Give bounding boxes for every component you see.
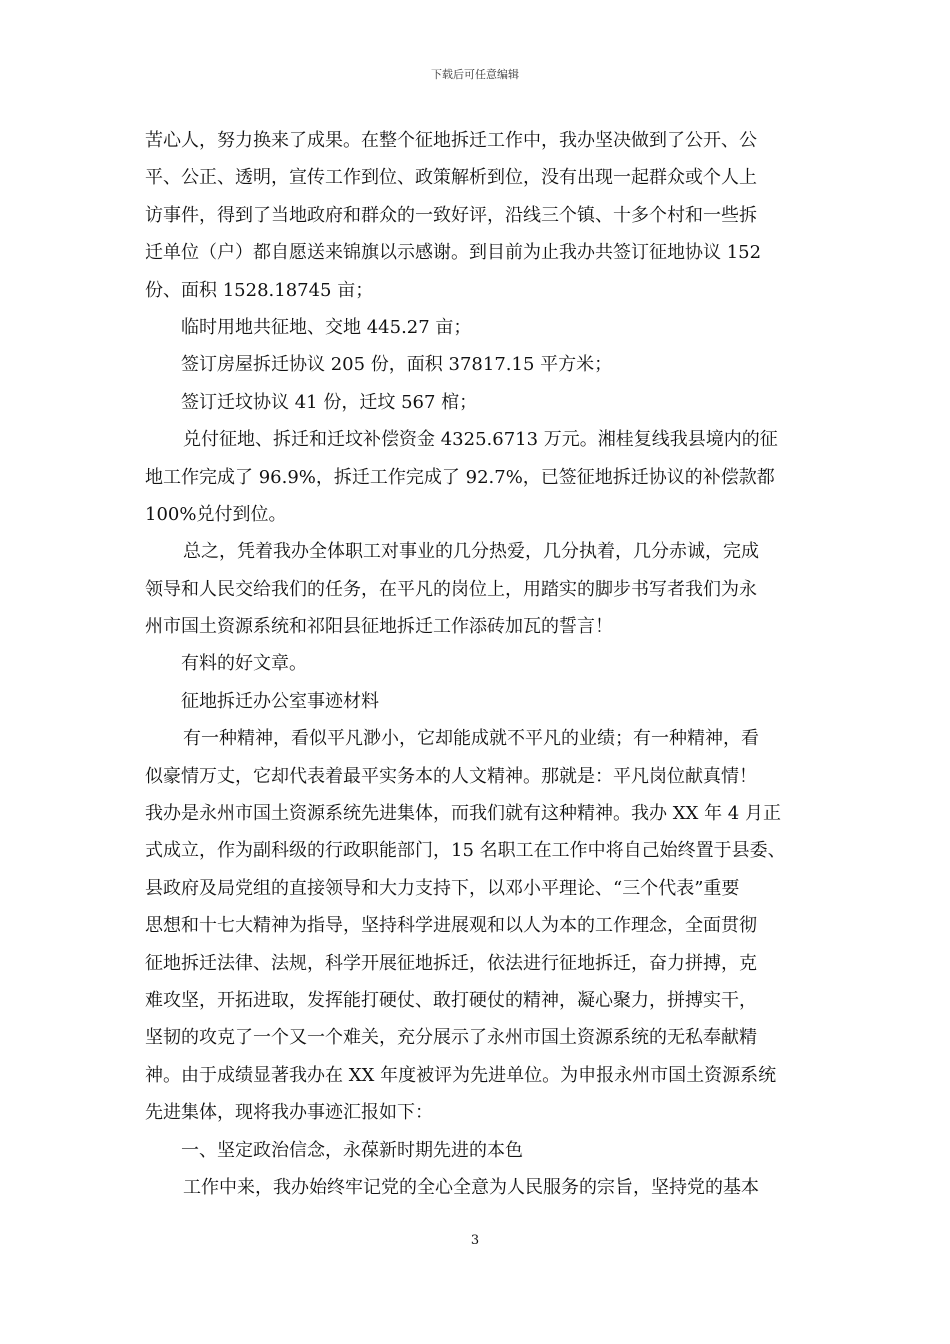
text-line: 坚韧的攻克了一个又一个难关，充分展示了永州市国土资源系统的无私奉献精: [145, 1027, 757, 1049]
document-body: [145, 122, 817, 1206]
text-line: 先进集体，现将我办事迹汇报如下：: [145, 1102, 433, 1124]
page-number: 3: [470, 1233, 480, 1248]
text-line: 有料的好文章。: [181, 653, 307, 675]
text-line: 苦心人，努力换来了成果。在整个征地拆迁工作中，我办坚决做到了公开、公: [145, 130, 757, 151]
text-line: 迁单位（户）都自愿送来锦旗以示感谢。到目前为止我办共签订征地协议 152: [145, 242, 762, 264]
text-line: 似豪情万丈，它却代表着最平实务本的人文精神。那就是：平凡岗位献真情！: [145, 765, 757, 787]
text-line: 思想和十七大精神为指导，坚持科学进展观和以人为本的工作理念，全面贯彻: [145, 915, 757, 937]
text-line: 签订迁坟协议 41 份，迁坟 567 棺；: [181, 391, 478, 413]
text-line: 我办是永州市国土资源系统先进集体，而我们就有这种精神。我办 XX 年 4 月正: [145, 803, 781, 825]
text-line: 有一种精神，看似平凡渺小，它却能成就不平凡的业绩；有一种精神，看: [183, 728, 759, 750]
text-line: 州市国土资源系统和祁阳县征地拆迁工作添砖加瓦的誓言！: [145, 616, 613, 638]
text-line: 签订房屋拆迁协议 205 份，面积 37817.15 平方米；: [181, 354, 613, 376]
text-line: 访事件，得到了当地政府和群众的一致好评，沿线三个镇、十多个村和一些拆: [145, 204, 757, 226]
text-line: 100%兑付到位。: [145, 503, 287, 525]
text-line: 工作中来，我办始终牢记党的全心全意为人民服务的宗旨，坚持党的基本: [183, 1176, 759, 1198]
text-line: 难攻坚，开拓进取，发挥能打硬仗、敢打硬仗的精神，凝心聚力，拼搏实干，: [145, 989, 757, 1011]
text-line: 领导和人民交给我们的任务，在平凡的岗位上，用踏实的脚步书写者我们为永: [145, 578, 757, 600]
text-line: 县政府及局党组的直接领导和大力支持下，以邓小平理论、“三个代表”重要: [145, 877, 740, 899]
text-line: 份、面积 1528.18745 亩；: [145, 279, 374, 301]
text-line: 总之，凭着我办全体职工对事业的几分热爱，几分执着，几分赤诚，完成: [183, 541, 759, 563]
text-line: 兑付征地、拆迁和迁坟补偿资金 4325.6713 万元。湘桂复线我县境内的征: [183, 429, 778, 451]
text-line: 式成立，作为副科级的行政职能部门，15 名职工在工作中将自己始终置于县委、: [145, 840, 786, 862]
text-line: 神。由于成绩显著我办在 XX 年度被评为先进单位。为申报永州市国土资源系统: [145, 1064, 777, 1086]
text-line: 临时用地共征地、交地 445.27 亩；: [181, 316, 472, 338]
text-line: 地工作完成了 96.9%，拆迁工作完成了 92.7%，已签征地拆迁协议的补偿款都: [145, 466, 775, 488]
text-line: 平、公正、透明，宣传工作到位、政策解析到位，没有出现一起群众或个人上: [145, 167, 757, 189]
section-heading: 一、坚定政治信念，永葆新时期先进的本色: [181, 1139, 523, 1161]
page-header: 下载后可任意编辑: [431, 68, 519, 81]
section-title: 征地拆迁办公室事迹材料: [181, 690, 379, 712]
text-line: 征地拆迁法律、法规，科学开展征地拆迁，依法进行征地拆迁，奋力拼搏，克: [145, 952, 757, 974]
